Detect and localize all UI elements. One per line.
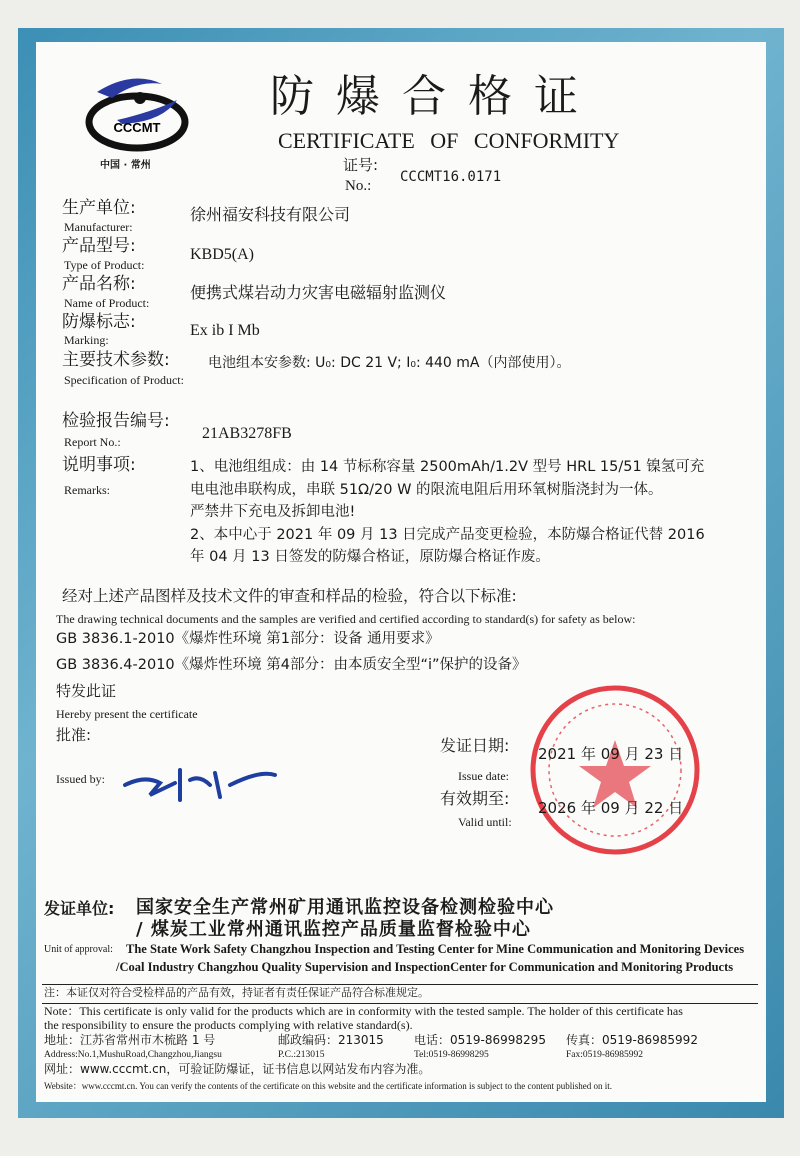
remarks-label-en: Remarks: bbox=[64, 483, 110, 497]
standards-intro-en: The drawing technical documents and the samples are verified and certified according to standard(s) for safety as below: bbox=[56, 612, 636, 626]
title-cn: 防爆合格证 bbox=[270, 71, 600, 122]
note-cn: 注：本证仅对符合受检样品的产品有效，持证者有责任保证产品符合标准规定。 bbox=[44, 986, 429, 999]
unit-line2-en: /Coal Industry Changzhou Quality Supervision and InspectionCenter for Communication and Monitoring Products bbox=[116, 960, 734, 974]
signature bbox=[120, 755, 280, 805]
manufacturer-label: 生产单位: bbox=[62, 198, 136, 218]
present-cn: 特发此证 bbox=[56, 682, 117, 700]
issue-date-label: 发证日期: bbox=[440, 736, 510, 755]
tel-cn: 电话：0519-86998295 bbox=[414, 1033, 546, 1047]
postcode-cn: 邮政编码：213015 bbox=[278, 1033, 384, 1047]
valid-until-label: 有效期至: bbox=[440, 789, 510, 808]
cccmt-logo bbox=[82, 72, 192, 152]
manufacturer-value: 徐州福安科技有限公司 bbox=[190, 205, 351, 224]
unit-line1: 国家安全生产常州矿用通讯监控设备检测检验中心 bbox=[136, 897, 554, 918]
spec-value: 电池组本安参数: U₀: DC 21 V; I₀: 440 mA（内部使用）。 bbox=[208, 355, 571, 371]
website-cn[interactable]: 网址：www.cccmt.cn，可验证防爆证，证书信息以网站发布内容为准。 bbox=[44, 1062, 431, 1076]
type-label: 产品型号: bbox=[62, 236, 136, 256]
product-name-value: 便携式煤岩动力灾害电磁辐射监测仪 bbox=[190, 283, 447, 302]
valid-until-label-en: Valid until: bbox=[458, 815, 512, 829]
address-cn: 地址：江苏省常州市木梳路 1 号 bbox=[44, 1033, 216, 1047]
cert-no-label-en: No.: bbox=[345, 178, 372, 194]
unit-line1-en: The State Work Safety Changzhou Inspection and Testing Center for Mine Communication and Monitoring Devices bbox=[126, 942, 745, 956]
marking-label-en: Marking: bbox=[64, 333, 109, 347]
address-en: Address:No.1,MushuRoad,Changzhou,Jiangsu bbox=[44, 1050, 222, 1060]
cert-no-label: 证号: bbox=[343, 156, 379, 174]
issue-date-label-en: Issue date: bbox=[458, 769, 509, 783]
manufacturer-label-en: Manufacturer: bbox=[64, 220, 133, 234]
marking-value: Ex ib I Mb bbox=[190, 322, 260, 339]
unit-label: 发证单位: bbox=[44, 899, 115, 918]
logo-caption: 中国 · 常州 bbox=[100, 160, 151, 171]
official-seal bbox=[525, 680, 705, 860]
report-value: 21AB3278FB bbox=[202, 425, 292, 442]
standards-intro: 经对上述产品图样及技术文件的审查和样品的检验，符合以下标准: bbox=[62, 587, 517, 605]
report-label-en: Report No.: bbox=[64, 435, 121, 449]
product-name-label-en: Name of Product: bbox=[64, 296, 150, 310]
product-name-label: 产品名称: bbox=[62, 274, 136, 294]
issued-by-label: Issued by: bbox=[56, 772, 105, 786]
svg-text:CCCMT: CCCMT bbox=[113, 120, 161, 135]
note-en: Note：This certificate is only valid for the products which are in conformity with the tested sample. The holder of this certificate has bbox=[44, 1004, 683, 1018]
fax-en: Fax:0519-86985992 bbox=[566, 1050, 644, 1060]
unit-label-en: Unit of approval: bbox=[44, 944, 113, 955]
unit-line2: / 煤炭工业常州通讯监控产品质量监督检验中心 bbox=[136, 919, 531, 940]
title-en: CERTIFICATE OF CONFORMITY bbox=[278, 128, 620, 153]
spec-label: 主要技术参数: bbox=[62, 350, 170, 370]
website-en: Website：www.cccmt.cn. You can verify the contents of the certificate on this website and the certificate information is subject to the content published on it. bbox=[44, 1081, 613, 1091]
divider bbox=[42, 984, 758, 985]
approve-label: 批准: bbox=[56, 726, 92, 744]
type-value: KBD5(A) bbox=[190, 246, 254, 263]
valid-until-value: 2026 年 09 月 22 日 bbox=[538, 799, 684, 817]
issue-date-value: 2021 年 09 月 23 日 bbox=[538, 745, 684, 763]
tel-en: Tel:0519-86998295 bbox=[414, 1050, 489, 1060]
standard-item: GB 3836.4-2010《爆炸性环境 第4部分：由本质安全型“i”保护的设备》 bbox=[56, 657, 527, 673]
spec-label-en: Specification of Product: bbox=[64, 373, 184, 387]
cert-no-value: CCCMT16.0171 bbox=[400, 169, 502, 185]
fax-cn: 传真：0519-86985992 bbox=[566, 1033, 698, 1047]
remarks-label: 说明事项: bbox=[62, 455, 136, 475]
postcode-en: P.C.:213015 bbox=[278, 1050, 325, 1060]
report-label: 检验报告编号: bbox=[62, 411, 170, 431]
standard-item: GB 3836.1-2010《爆炸性环境 第1部分：设备 通用要求》 bbox=[56, 631, 440, 647]
marking-label: 防爆标志: bbox=[62, 312, 136, 332]
note-en-2: the responsibility to ensure the products complying with relative standard(s). bbox=[44, 1018, 413, 1032]
remarks-text: 1、电池组组成：由 14 节标称容量 2500mAh/1.2V 型号 HRL 15/51 镍氢可充 电电池串联构成，串联 51Ω/20 W 的限流电阻后用环氧树脂浇封为一体。 严禁井下充电及拆卸电池! 2、本中心于 2021 年 09 月 13 日完成产品变更检验，本防爆合格证代替 2016 年 04 月 13 日签发的防爆合格证，原防爆合格证作废。 bbox=[190, 459, 705, 565]
present-en: Hereby present the certificate bbox=[56, 707, 198, 721]
type-label-en: Type of Product: bbox=[64, 258, 145, 272]
